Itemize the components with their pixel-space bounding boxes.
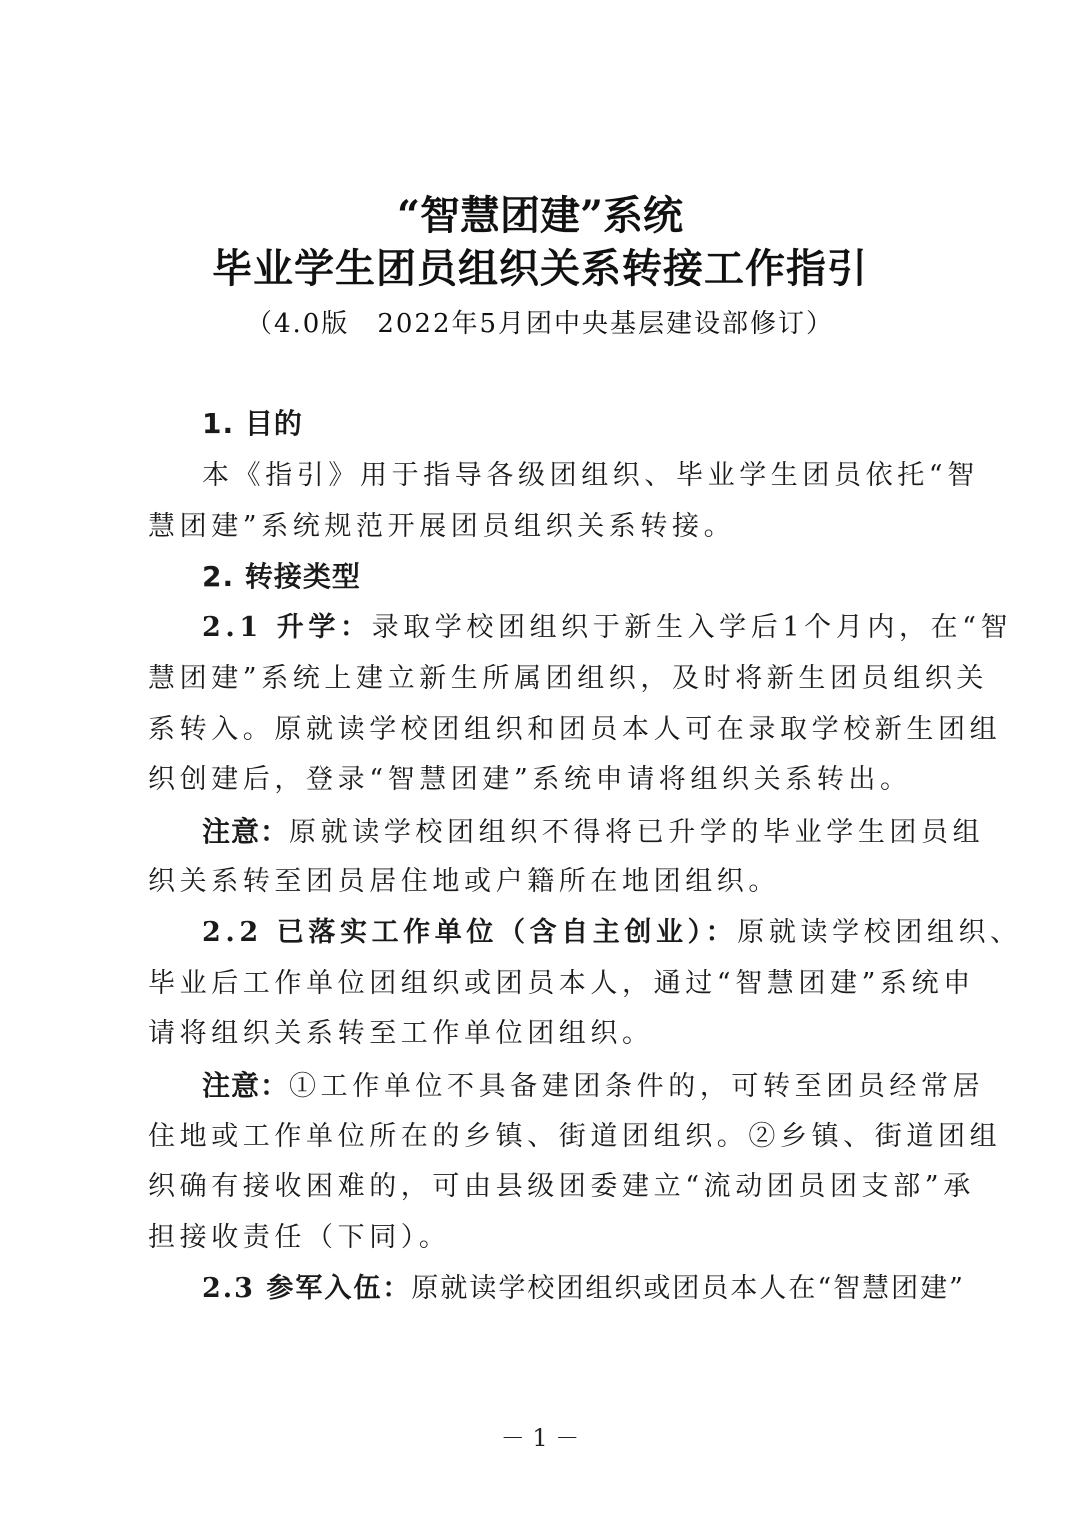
text-span: 录取学校团组织于新生入学后1个月内，在“智 <box>371 612 1013 643</box>
section-2-1-text: 系转入。原就读学校团组织和团员本人可在录取学校新生团组 <box>148 714 1002 745</box>
section-2-2-text <box>202 913 1022 953</box>
section-2-2-label: 2.2 已落实工作单位（含自主创业）： <box>202 917 738 948</box>
title-line-1: “智慧团建”系统 <box>396 192 683 239</box>
section-2-1-text <box>202 608 1013 648</box>
note-1-text: 织关系转至团员居住地或户籍所在地团组织。 <box>148 866 780 897</box>
text-span: ①工作单位不具备建团条件的，可转至团员经常居 <box>289 1071 985 1102</box>
section-2-heading: 2. 转接类型 <box>202 560 361 593</box>
section-2-1-label: 2.1 升学： <box>202 612 372 643</box>
text-span: 原就读学校团组织或团员本人在“智慧团建” <box>411 1273 965 1304</box>
section-2-2-text: 请将组织关系转至工作单位团组织。 <box>148 1018 654 1049</box>
text-span: 原就读学校团组织、 <box>737 917 1022 948</box>
section-1-text: 本《指引》用于指导各级团组织、毕业学生团员依托“智 <box>202 460 979 491</box>
note-1 <box>202 812 985 853</box>
section-2-2-text: 毕业后工作单位团组织或团员本人，通过“智慧团建”系统申 <box>148 968 975 999</box>
title-line-2: 毕业学生团员组织关系转接工作指引 <box>212 245 868 292</box>
section-1-text: 慧团建”系统规范开展团员组织关系转接。 <box>148 511 736 542</box>
text-span: 原就读学校团组织不得将已升学的毕业学生团员组 <box>289 817 985 848</box>
page-number: － 1 － <box>500 1424 580 1452</box>
note-2 <box>202 1066 985 1107</box>
note-2-text: 担接收责任（下同）。 <box>148 1222 451 1253</box>
section-2-3-label: 2.3 参军入伍： <box>202 1273 412 1304</box>
section-2-3-text <box>202 1269 965 1309</box>
section-2-1-text: 慧团建”系统上建立新生所属团组织，及时将新生团员组织关 <box>148 663 989 694</box>
note-2-text: 住地或工作单位所在的乡镇、街道团组织。②乡镇、街道团组 <box>148 1121 1002 1152</box>
section-1-heading: 1. 目的 <box>202 407 303 440</box>
subtitle: （4.0版 2022年5月团中央基层建设部修订） <box>245 309 835 339</box>
note-1-label: 注意： <box>202 815 290 848</box>
section-2-1-text: 织创建后，登录“智慧团建”系统申请将组织关系转出。 <box>148 764 912 795</box>
note-2-label: 注意： <box>202 1069 290 1102</box>
note-2-text: 织确有接收困难的，可由县级团委建立“流动团员团支部”承 <box>148 1171 975 1202</box>
